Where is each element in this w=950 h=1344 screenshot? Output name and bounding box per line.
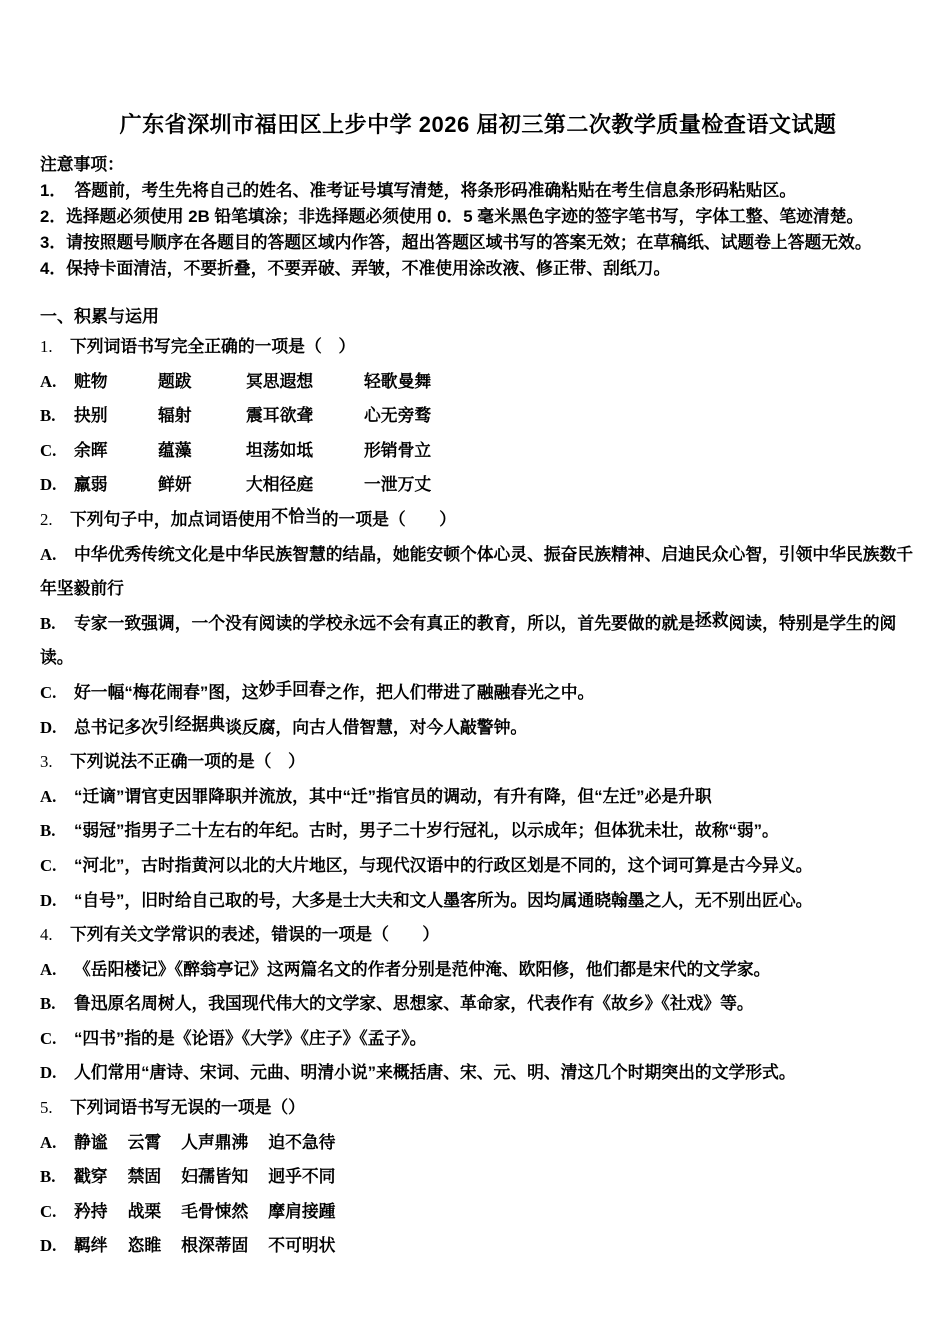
- question-4-option-d: [40, 1056, 916, 1091]
- question-stem-text: 下列词语书写无误的一项是（）: [70, 1098, 305, 1118]
- option-word: 轻歌曼舞: [364, 371, 432, 391]
- question-5-stem: [40, 1091, 916, 1126]
- option-word: 抉别: [74, 406, 108, 426]
- option-text: 鲁迅原名周树人，我国现代伟大的文学家、思想家、革命家，代表作有《故乡》《社戏》等。: [74, 994, 754, 1014]
- question-3-option-c: [40, 849, 916, 884]
- option-label: C.: [40, 682, 57, 702]
- page-title: 广东省深圳市福田区上步中学 2026 届初三第二次教学质量检查语文试题: [119, 112, 837, 137]
- notice-item-4: 4．保持卡面清洁，不要折叠，不要弄破、弄皱，不准使用涂改液、修正带、刮纸刀。: [40, 259, 671, 278]
- question-4-option-b: [40, 987, 916, 1022]
- option-label: A.: [40, 959, 57, 979]
- option-word: 余晖: [74, 440, 108, 460]
- option-word: 蕴藻: [158, 440, 192, 460]
- option-label: A.: [40, 544, 57, 564]
- notice-heading: 注意事项：: [40, 155, 124, 174]
- option-word: 战栗: [127, 1201, 162, 1221]
- option-label: A.: [40, 786, 57, 806]
- question-number: 1.: [40, 337, 53, 356]
- option-word: 迥乎不同: [268, 1167, 336, 1187]
- option-word: 形销骨立: [364, 440, 432, 460]
- question-1: [40, 330, 916, 503]
- option-text: “迁谪”谓官吏因罪降职并流放，其中“迁”指官员的调动，有升有降，但“左迁”必是升职: [74, 786, 712, 806]
- option-label: A.: [40, 371, 57, 391]
- emphasized-word: 不恰当: [271, 506, 322, 526]
- question-4-option-c: [40, 1022, 916, 1057]
- section-heading: 一、积累与运用: [40, 307, 159, 326]
- option-label: B.: [40, 821, 56, 841]
- option-label: A.: [40, 1132, 57, 1152]
- question-3-option-d: [40, 884, 916, 919]
- option-text: “弱冠”指男子二十左右的年纪。古时，男子二十岁行冠礼，以示成年；但体犹未壮，故称“弱”。: [74, 821, 779, 841]
- option-word: 羸弱: [74, 475, 108, 495]
- emphasized-word: 妙手回春: [258, 679, 326, 699]
- option-label: C.: [40, 1028, 57, 1048]
- option-label: D.: [40, 1236, 57, 1256]
- option-word: 禁固: [127, 1167, 162, 1187]
- notice-item-3: 3．请按照题号顺序在各题目的答题区域内作答，超出答题区域书写的答案无效；在草稿纸、试题卷上答题无效。: [40, 233, 872, 252]
- question-5-option-d: [40, 1229, 916, 1264]
- option-text: 阅读，特别是学生的阅读。: [40, 613, 897, 668]
- option-label: C.: [40, 440, 57, 460]
- option-word: 妇孺皆知: [181, 1167, 249, 1187]
- option-word: 戳穿: [74, 1167, 108, 1187]
- notice-section: [40, 152, 916, 282]
- question-2-option-b: [40, 607, 916, 676]
- question-number: 4.: [40, 925, 53, 945]
- option-word: 一泄万丈: [364, 475, 432, 495]
- question-2-stem: [40, 503, 916, 538]
- question-2-option-c: [40, 676, 916, 711]
- question-1-option-c: [40, 434, 916, 469]
- question-number: 5.: [40, 1098, 53, 1118]
- option-label: D.: [40, 1063, 57, 1083]
- option-text: “河北”，古时指黄河以北的大片地区，与现代汉语中的行政区划是不同的，这个词可算是古今异义。: [74, 855, 813, 875]
- question-4-stem: [40, 918, 916, 953]
- question-3-option-b: [40, 814, 916, 849]
- question-5-option-a: [40, 1126, 916, 1161]
- option-word: 辐射: [158, 406, 192, 426]
- question-3-option-a: [40, 780, 916, 815]
- option-word: 冥思遐想: [246, 371, 314, 391]
- option-label: B.: [40, 613, 56, 633]
- question-stem-text: 下列有关文学常识的表述，错误的一项是（ ）: [70, 925, 440, 945]
- question-stem-text: 下列句子中，加点词语使用: [70, 509, 272, 529]
- question-stem-text: 下列词语书写完全正确的一项是（ ）: [70, 337, 356, 356]
- question-3-stem: [40, 745, 916, 780]
- option-word: 羁绊: [74, 1236, 108, 1256]
- option-word: 震耳欲聋: [246, 406, 314, 426]
- option-label: C.: [40, 1201, 57, 1221]
- question-5-option-c: [40, 1195, 916, 1230]
- option-text: 总书记多次: [74, 717, 158, 737]
- option-text: 谈反腐，向古人借智慧，对今人敲警钟。: [225, 717, 528, 737]
- question-2-option-d: [40, 711, 916, 746]
- option-word: 摩肩接踵: [268, 1201, 336, 1221]
- option-text: 专家一致强调，一个没有阅读的学校永远不会有真正的教育，所以，首先要做的就是: [74, 613, 695, 633]
- notice-item-1: 1． 答题前，考生先将自己的姓名、准考证号填写清楚，将条形码准确粘贴在考生信息条形码粘贴区。: [40, 181, 797, 200]
- emphasized-word: 拯救: [694, 610, 729, 630]
- option-word: 赃物: [74, 371, 108, 391]
- option-text: 中华优秀传统文化是中华民族智慧的结晶，她能安顿个体心灵、振奋民族精神、启迪民众心智，引领中华民族数千年坚毅前行: [40, 544, 914, 599]
- question-4-option-a: [40, 953, 916, 988]
- option-text: 人们常用“唐诗、宋词、元曲、明清小说”来概括唐、宋、元、明、清这几个时期突出的文学形式。: [74, 1063, 796, 1083]
- question-4: [40, 918, 916, 1091]
- question-1-option-a: [40, 365, 916, 400]
- option-word: 鲜妍: [158, 475, 192, 495]
- option-word: 迫不急待: [268, 1132, 336, 1152]
- question-1-option-b: [40, 399, 916, 434]
- emphasized-word: 引经据典: [157, 714, 226, 734]
- option-word: 恣睢: [127, 1236, 162, 1256]
- question-2: [40, 503, 916, 745]
- option-word: 静谧: [74, 1132, 108, 1152]
- option-text: “自号”，旧时给自己取的号，大多是士大夫和文人墨客所为。因均属通晓翰墨之人，无不别出匠心。: [74, 890, 813, 910]
- question-1-option-d: [40, 468, 916, 503]
- question-5-option-b: [40, 1160, 916, 1195]
- questions-block: [40, 330, 916, 1264]
- option-text: 好一幅“梅花闹春”图，这: [74, 682, 259, 702]
- option-text: 之作，把人们带进了融融春光之中。: [325, 682, 595, 702]
- question-2-option-a: [40, 538, 916, 607]
- option-word: 坦荡如坻: [246, 440, 314, 460]
- option-text: 《岳阳楼记》《醉翁亭记》这两篇名文的作者分别是范仲淹、欧阳修，他们都是宋代的文学家。: [74, 959, 771, 979]
- option-label: B.: [40, 994, 56, 1014]
- option-label: B.: [40, 406, 56, 426]
- option-label: D.: [40, 717, 57, 737]
- question-number: 3.: [40, 752, 53, 772]
- option-word: 不可明状: [268, 1236, 336, 1256]
- option-word: 根深蒂固: [181, 1236, 249, 1256]
- option-word: 心无旁骛: [364, 406, 432, 426]
- option-word: 矜持: [74, 1201, 108, 1221]
- option-label: D.: [40, 475, 57, 495]
- option-label: B.: [40, 1167, 56, 1187]
- option-word: 毛骨悚然: [181, 1201, 249, 1221]
- question-1-stem: [40, 330, 916, 365]
- option-text: “四书”指的是《论语》《大学》《庄子》《孟子》。: [74, 1028, 427, 1048]
- question-5: [40, 1091, 916, 1264]
- question-stem-text: 的一项是（ ）: [321, 509, 457, 529]
- question-3: [40, 745, 916, 918]
- option-word: 题跋: [158, 371, 192, 391]
- option-label: C.: [40, 855, 57, 875]
- option-word: 大相径庭: [246, 475, 314, 495]
- notice-item-2: 2．选择题必须使用 2B 铅笔填涂；非选择题必须使用 0．5 毫米黑色字迹的签字笔书写，字体工整、笔迹清楚。: [40, 207, 864, 226]
- option-label: D.: [40, 890, 57, 910]
- question-number: 2.: [40, 509, 53, 529]
- option-word: 云霄: [127, 1132, 162, 1152]
- option-word: 人声鼎沸: [181, 1132, 249, 1152]
- question-stem-text: 下列说法不正确一项的是（ ）: [70, 752, 305, 772]
